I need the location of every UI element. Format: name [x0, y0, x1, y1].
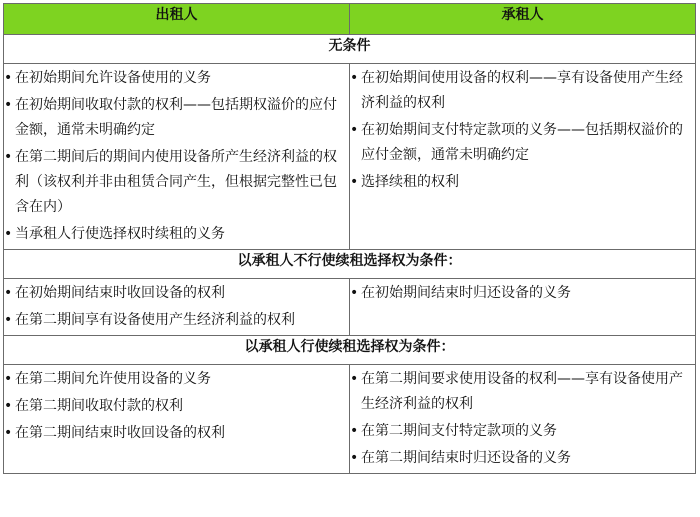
lessee-cell: [350, 64, 696, 250]
section-title-row: [4, 250, 696, 279]
lessee-list: [350, 281, 695, 306]
lessor-header: 出租人: [4, 4, 350, 35]
section-title-renew: 以承租人行使续租选择权为条件：: [4, 336, 696, 365]
list-item: • 在第二期间结束时归还设备的义务: [350, 446, 695, 471]
list-item: • 在第二期间收取付款的权利: [4, 394, 349, 419]
list-item: • 当承租人行使选择权时续租的义务: [4, 222, 349, 247]
list-item: • 选择续租的权利: [350, 170, 695, 195]
section-content-row: [4, 279, 696, 336]
list-item: • 在初始期间允许设备使用的义务: [4, 66, 349, 91]
list-item: • 在初始期间支付特定款项的义务——包括期权溢价的应付金额，通常未明确约定: [350, 118, 695, 168]
list-item: • 在初始期间结束时收回设备的权利: [4, 281, 349, 306]
list-item: • 在第二期间支付特定款项的义务: [350, 419, 695, 444]
lessee-header: 承租人: [350, 4, 696, 35]
section-title-unconditional: 无条件: [4, 35, 696, 64]
list-item: • 在初始期间结束时归还设备的义务: [350, 281, 695, 306]
lessor-list: [4, 281, 349, 333]
list-item: • 在第二期间结束时收回设备的权利: [4, 421, 349, 446]
list-item: • 在第二期间后的期间内使用设备所产生经济利益的权利（该权利并非由租赁合同产生，但根据完整性已包含在内）: [4, 145, 349, 220]
header-row: [4, 4, 696, 35]
lessee-cell: [350, 365, 696, 474]
lessor-list: [4, 367, 349, 446]
list-item: • 在初始期间收取付款的权利——包括期权溢价的应付金额，通常未明确约定: [4, 93, 349, 143]
section-title-not-renew: 以承租人不行使续租选择权为条件：: [4, 250, 696, 279]
list-item: • 在第二期间要求使用设备的权利——享有设备使用产生经济利益的权利: [350, 367, 695, 417]
list-item: • 在第二期间允许使用设备的义务: [4, 367, 349, 392]
rights-obligations-table: [3, 3, 696, 474]
lessee-list: [350, 367, 695, 471]
section-title-row: [4, 336, 696, 365]
lessor-cell: [4, 64, 350, 250]
lessee-list: [350, 66, 695, 195]
section-title-row: [4, 35, 696, 64]
lessor-cell: [4, 279, 350, 336]
section-content-row: [4, 64, 696, 250]
lessee-cell: [350, 279, 696, 336]
section-content-row: [4, 365, 696, 474]
list-item: • 在初始期间使用设备的权利——享有设备使用产生经济利益的权利: [350, 66, 695, 116]
lessor-cell: [4, 365, 350, 474]
list-item: • 在第二期间享有设备使用产生经济利益的权利: [4, 308, 349, 333]
lessor-list: [4, 66, 349, 247]
